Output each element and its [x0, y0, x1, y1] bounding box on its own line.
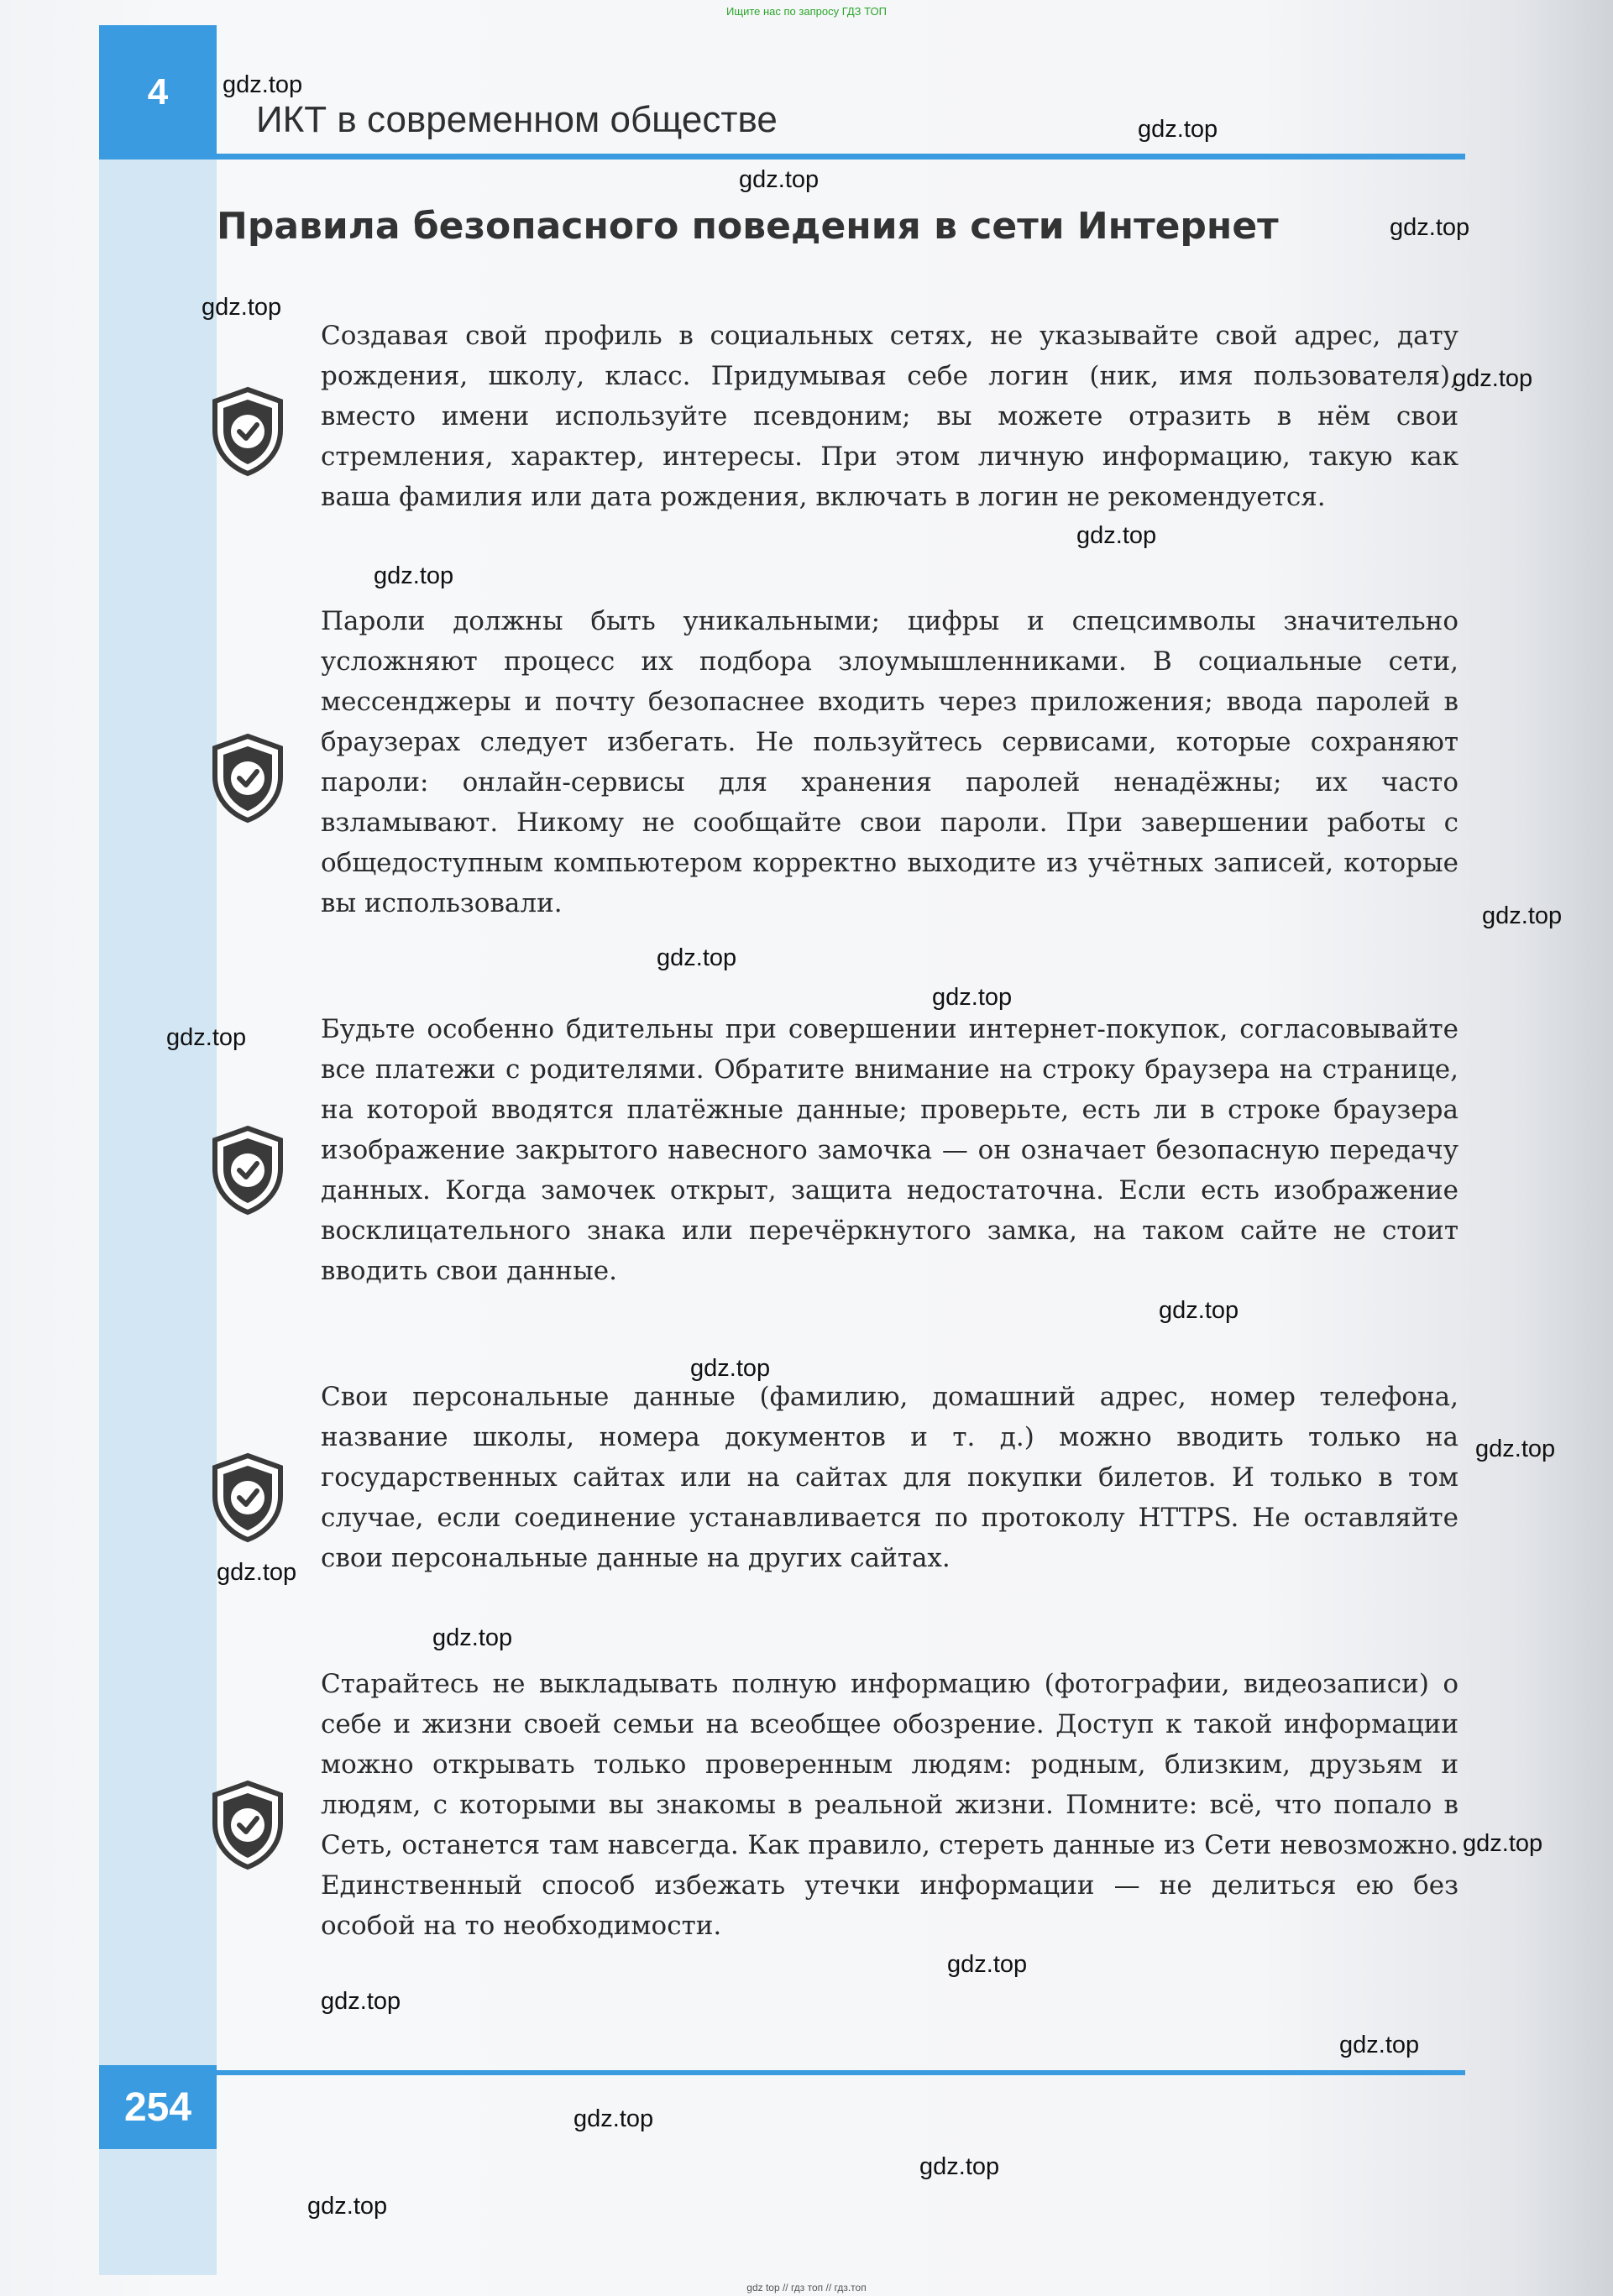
- paragraph-1: Создавая свой профиль в социальных сетях, не указывайте свой адрес, дату рождения, школу, класс. Придумывая себе логин (ник, имя пользователя), вместо имени используйте псевдоним; вы можете отразить в нём свои стремления, характер, интересы. При этом личную информацию, такую как ваша фамилия или дата рождения, включать в логин не рекомендуется.: [321, 321, 1459, 512]
- shield-check-icon: [210, 1125, 285, 1216]
- paragraph-4: Свои персональные данные (фамилию, домашний адрес, номер телефона, название школы, номера документов и т. д.) можно вводить только на государственных сайтах или на сайтах для покупки билетов. И только в том случае, если соединение устанавливается по протоколу HTTPS. Не оставляйте свои персональные данные на других сайтах.: [321, 1382, 1459, 1573]
- watermark: gdz.top: [1138, 116, 1218, 143]
- watermark: gdz.top: [374, 562, 454, 589]
- watermark: gdz.top: [919, 2153, 1000, 2180]
- watermark: gdz.top: [1339, 2032, 1420, 2058]
- watermark: gdz.top: [1453, 365, 1533, 392]
- watermark: gdz.top: [1159, 1297, 1239, 1324]
- shield-check-icon: [210, 1452, 285, 1543]
- bottom-banner-note: gdz top // гдз топ // гдз.топ: [746, 2282, 867, 2293]
- watermark: gdz.top: [432, 1624, 513, 1651]
- shield-check-icon: [210, 1780, 285, 1870]
- left-sidebar-band: [99, 25, 217, 2275]
- chapter-number-badge: 4: [99, 25, 217, 160]
- watermark: gdz.top: [166, 1024, 247, 1051]
- shield-check-icon: [210, 386, 285, 477]
- header-divider: [217, 154, 1465, 160]
- footer-divider: [217, 2070, 1465, 2075]
- watermark: gdz.top: [573, 2105, 654, 2132]
- chapter-title: ИКТ в современном обществе: [256, 99, 778, 140]
- watermark: gdz.top: [739, 166, 820, 193]
- watermark: gdz.top: [223, 71, 303, 98]
- watermark: gdz.top: [932, 984, 1013, 1011]
- watermark: gdz.top: [202, 294, 282, 321]
- watermark: gdz.top: [947, 1951, 1028, 1978]
- section-title: Правила безопасного поведения в сети Интернет: [217, 205, 1279, 248]
- paragraph-3: Будьте особенно бдительны при совершении интернет-покупок, согласовывайте все платежи с родителями. Обратите внимание на строку браузера на странице, на которой вводятся платёжные данные; проверьте, есть ли в строке браузера изображение закрытого навесного замочка — он означает безопасную передачу данных. Когда замочек открыт, защита недостаточна. Если есть изображение восклицательного знака или перечёркнутого замка, на таком сайте не стоит вводить свои данные.: [321, 1014, 1459, 1286]
- watermark: gdz.top: [307, 2193, 388, 2220]
- watermark: gdz.top: [1482, 902, 1563, 929]
- shield-check-icon: [210, 733, 285, 824]
- watermark: gdz.top: [1475, 1436, 1556, 1462]
- paragraph-5: Старайтесь не выкладывать полную информацию (фотографии, видеозаписи) о себе и жизни своей семьи на всеобщее обозрение. Доступ к такой информации можно открывать только проверенным людям: родным, близким, друзьям и людям, с которыми вы знакомы в реальной жизни. Помните: всё, что попало в Сеть, останется там навсегда. Как правило, стереть данные из Сети невозможно. Единственный способ избежать утечки информации — не делиться ею без особой на то необходимости.: [321, 1669, 1459, 1941]
- top-banner-note: Ищите нас по запросу ГДЗ ТОП: [726, 5, 887, 18]
- watermark: gdz.top: [321, 1988, 401, 2015]
- watermark: gdz.top: [690, 1355, 771, 1382]
- watermark: gdz.top: [1463, 1830, 1543, 1857]
- watermark: gdz.top: [217, 1559, 297, 1586]
- watermark: gdz.top: [1076, 522, 1157, 549]
- paragraph-2: Пароли должны быть уникальными; цифры и спецсимволы значительно усложняют процесс их подбора злоумышленниками. В социальные сети, мессенджеры и почту безопаснее входить через приложения; ввода паролей в браузерах следует избегать. Не пользуйтесь сервисами, которые сохраняют пароли: онлайн-сервисы для хранения паролей ненадёжны; их часто взламывают. Никому не сообщайте свои пароли. При завершении работы с общедоступным компьютером корректно выходите из учётных записей, которые вы использовали.: [321, 606, 1459, 918]
- watermark: gdz.top: [1390, 214, 1470, 241]
- watermark: gdz.top: [657, 944, 737, 971]
- page-number: 254: [99, 2065, 217, 2149]
